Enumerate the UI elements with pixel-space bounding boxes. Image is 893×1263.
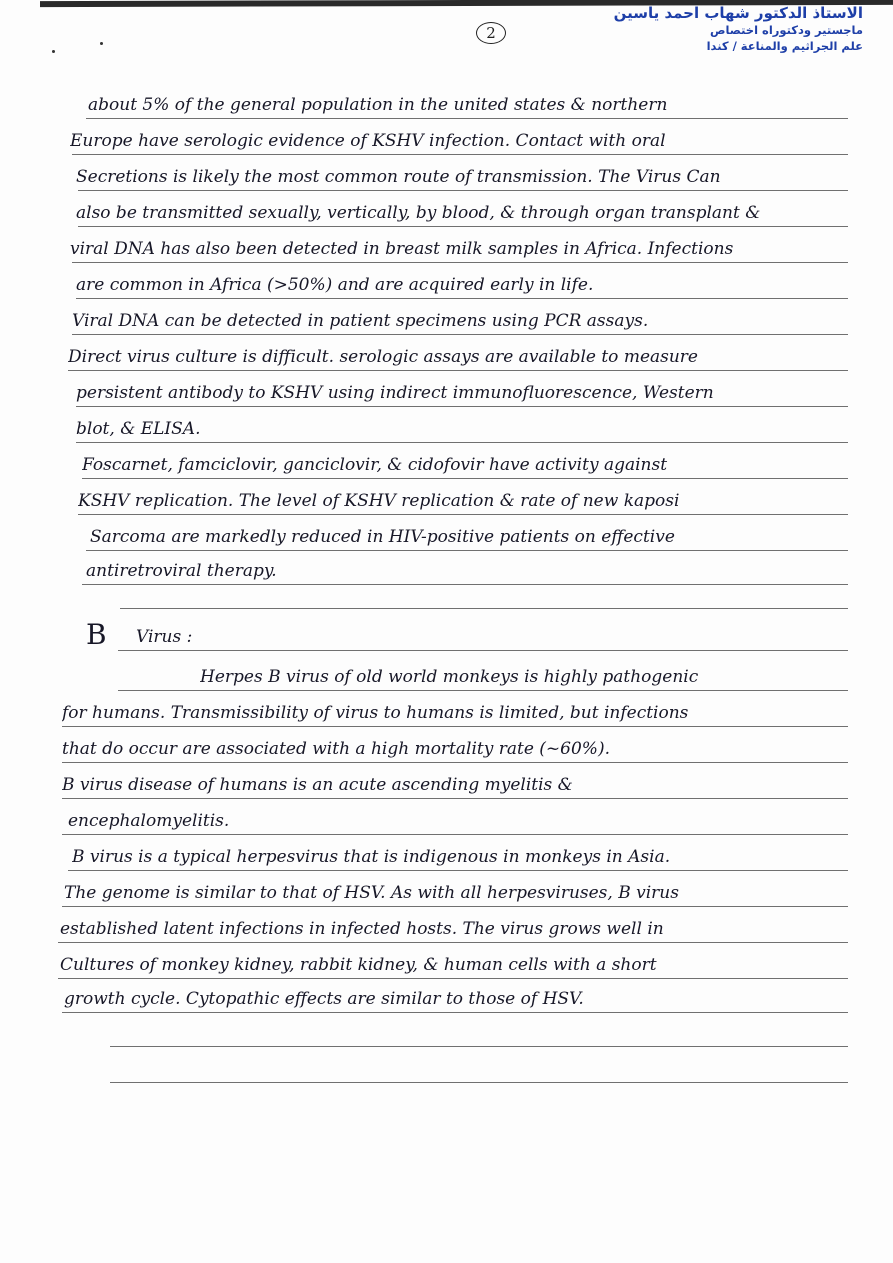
ruled-line <box>78 190 848 191</box>
handwritten-line: also be transmitted sexually, vertically, by blood, & through organ transplant & <box>76 203 761 223</box>
stamp-degree: ماجستير ودكتوراه اختصاص <box>709 23 863 37</box>
ruled-line <box>72 334 848 335</box>
ruled-line <box>76 442 848 443</box>
handwritten-line: B virus disease of humans is an acute ascending myelitis & <box>62 775 573 795</box>
handwritten-line: The genome is similar to that of HSV. As with all herpesviruses, B virus <box>64 883 679 903</box>
ruled-line <box>118 650 848 651</box>
ruled-line <box>82 478 848 479</box>
ruled-line <box>110 1082 848 1083</box>
ruled-line <box>58 942 848 943</box>
handwritten-line: growth cycle. Cytopathic effects are similar to those of HSV. <box>64 989 584 1009</box>
ruled-line <box>62 762 848 763</box>
ruled-line <box>62 834 848 835</box>
handwritten-line: antiretroviral therapy. <box>86 561 277 581</box>
ruled-line <box>120 608 848 609</box>
stamp-name: الاستاذ الدكتور شهاب احمد ياسين <box>613 4 863 22</box>
stamp-specialty: علم الجراثيم والمناعة / كندا <box>706 39 863 53</box>
ruled-line <box>72 262 848 263</box>
section-heading: Virus : <box>136 627 193 647</box>
handwritten-line: Europe have serologic evidence of KSHV infection. Contact with oral <box>70 131 666 151</box>
handwritten-line: Viral DNA can be detected in patient specimens using PCR assays. <box>72 311 649 331</box>
ruled-line <box>62 798 848 799</box>
handwritten-line: Secretions is likely the most common route of transmission. The Virus Can <box>76 167 721 187</box>
ruled-line <box>82 584 848 585</box>
ruled-line <box>78 226 848 227</box>
handwritten-line: established latent infections in infected hosts. The virus grows well in <box>60 919 664 939</box>
handwritten-line: Direct virus culture is difficult. serologic assays are available to measure <box>68 347 698 367</box>
handwritten-line: Sarcoma are markedly reduced in HIV-positive patients on effective <box>90 527 675 547</box>
handwritten-line: viral DNA has also been detected in breast milk samples in Africa. Infections <box>70 239 734 259</box>
ruled-line <box>86 118 848 119</box>
ink-dot <box>100 42 103 45</box>
ruled-line <box>62 726 848 727</box>
ruled-line <box>62 1012 848 1013</box>
handwritten-line: B virus is a typical herpesvirus that is indigenous in monkeys in Asia. <box>72 847 671 867</box>
page-number: 2 <box>476 22 506 44</box>
handwritten-line: Herpes B virus of old world monkeys is highly pathogenic <box>200 667 699 687</box>
ruled-line <box>76 406 848 407</box>
handwritten-line: Foscarnet, famciclovir, ganciclovir, & cidofovir have activity against <box>82 455 668 475</box>
section-letter: B <box>86 618 107 651</box>
ruled-line <box>78 514 848 515</box>
ruled-line <box>68 870 848 871</box>
handwritten-line: are common in Africa (>50%) and are acquired early in life. <box>76 275 594 295</box>
handwritten-line: persistent antibody to KSHV using indirect immunofluorescence, Western <box>76 383 714 403</box>
handwritten-line: about 5% of the general population in the united states & northern <box>88 95 668 115</box>
handwritten-line: for humans. Transmissibility of virus to humans is limited, but infections <box>62 703 689 723</box>
ink-dot <box>52 50 55 53</box>
ruled-line <box>68 370 848 371</box>
ruled-line <box>72 154 848 155</box>
ruled-line <box>62 906 848 907</box>
handwritten-line: blot, & ELISA. <box>76 419 201 439</box>
ruled-line <box>86 550 848 551</box>
handwritten-line: encephalomyelitis. <box>68 811 230 831</box>
handwritten-line: KSHV replication. The level of KSHV replication & rate of new kaposi <box>78 491 680 511</box>
ruled-line <box>58 978 848 979</box>
ruled-line <box>118 690 848 691</box>
handwritten-line: Cultures of monkey kidney, rabbit kidney, & human cells with a short <box>60 955 657 975</box>
author-stamp <box>603 4 863 54</box>
ruled-line <box>76 298 848 299</box>
handwritten-line: that do occur are associated with a high mortality rate (~60%). <box>62 739 610 759</box>
ruled-line <box>110 1046 848 1047</box>
